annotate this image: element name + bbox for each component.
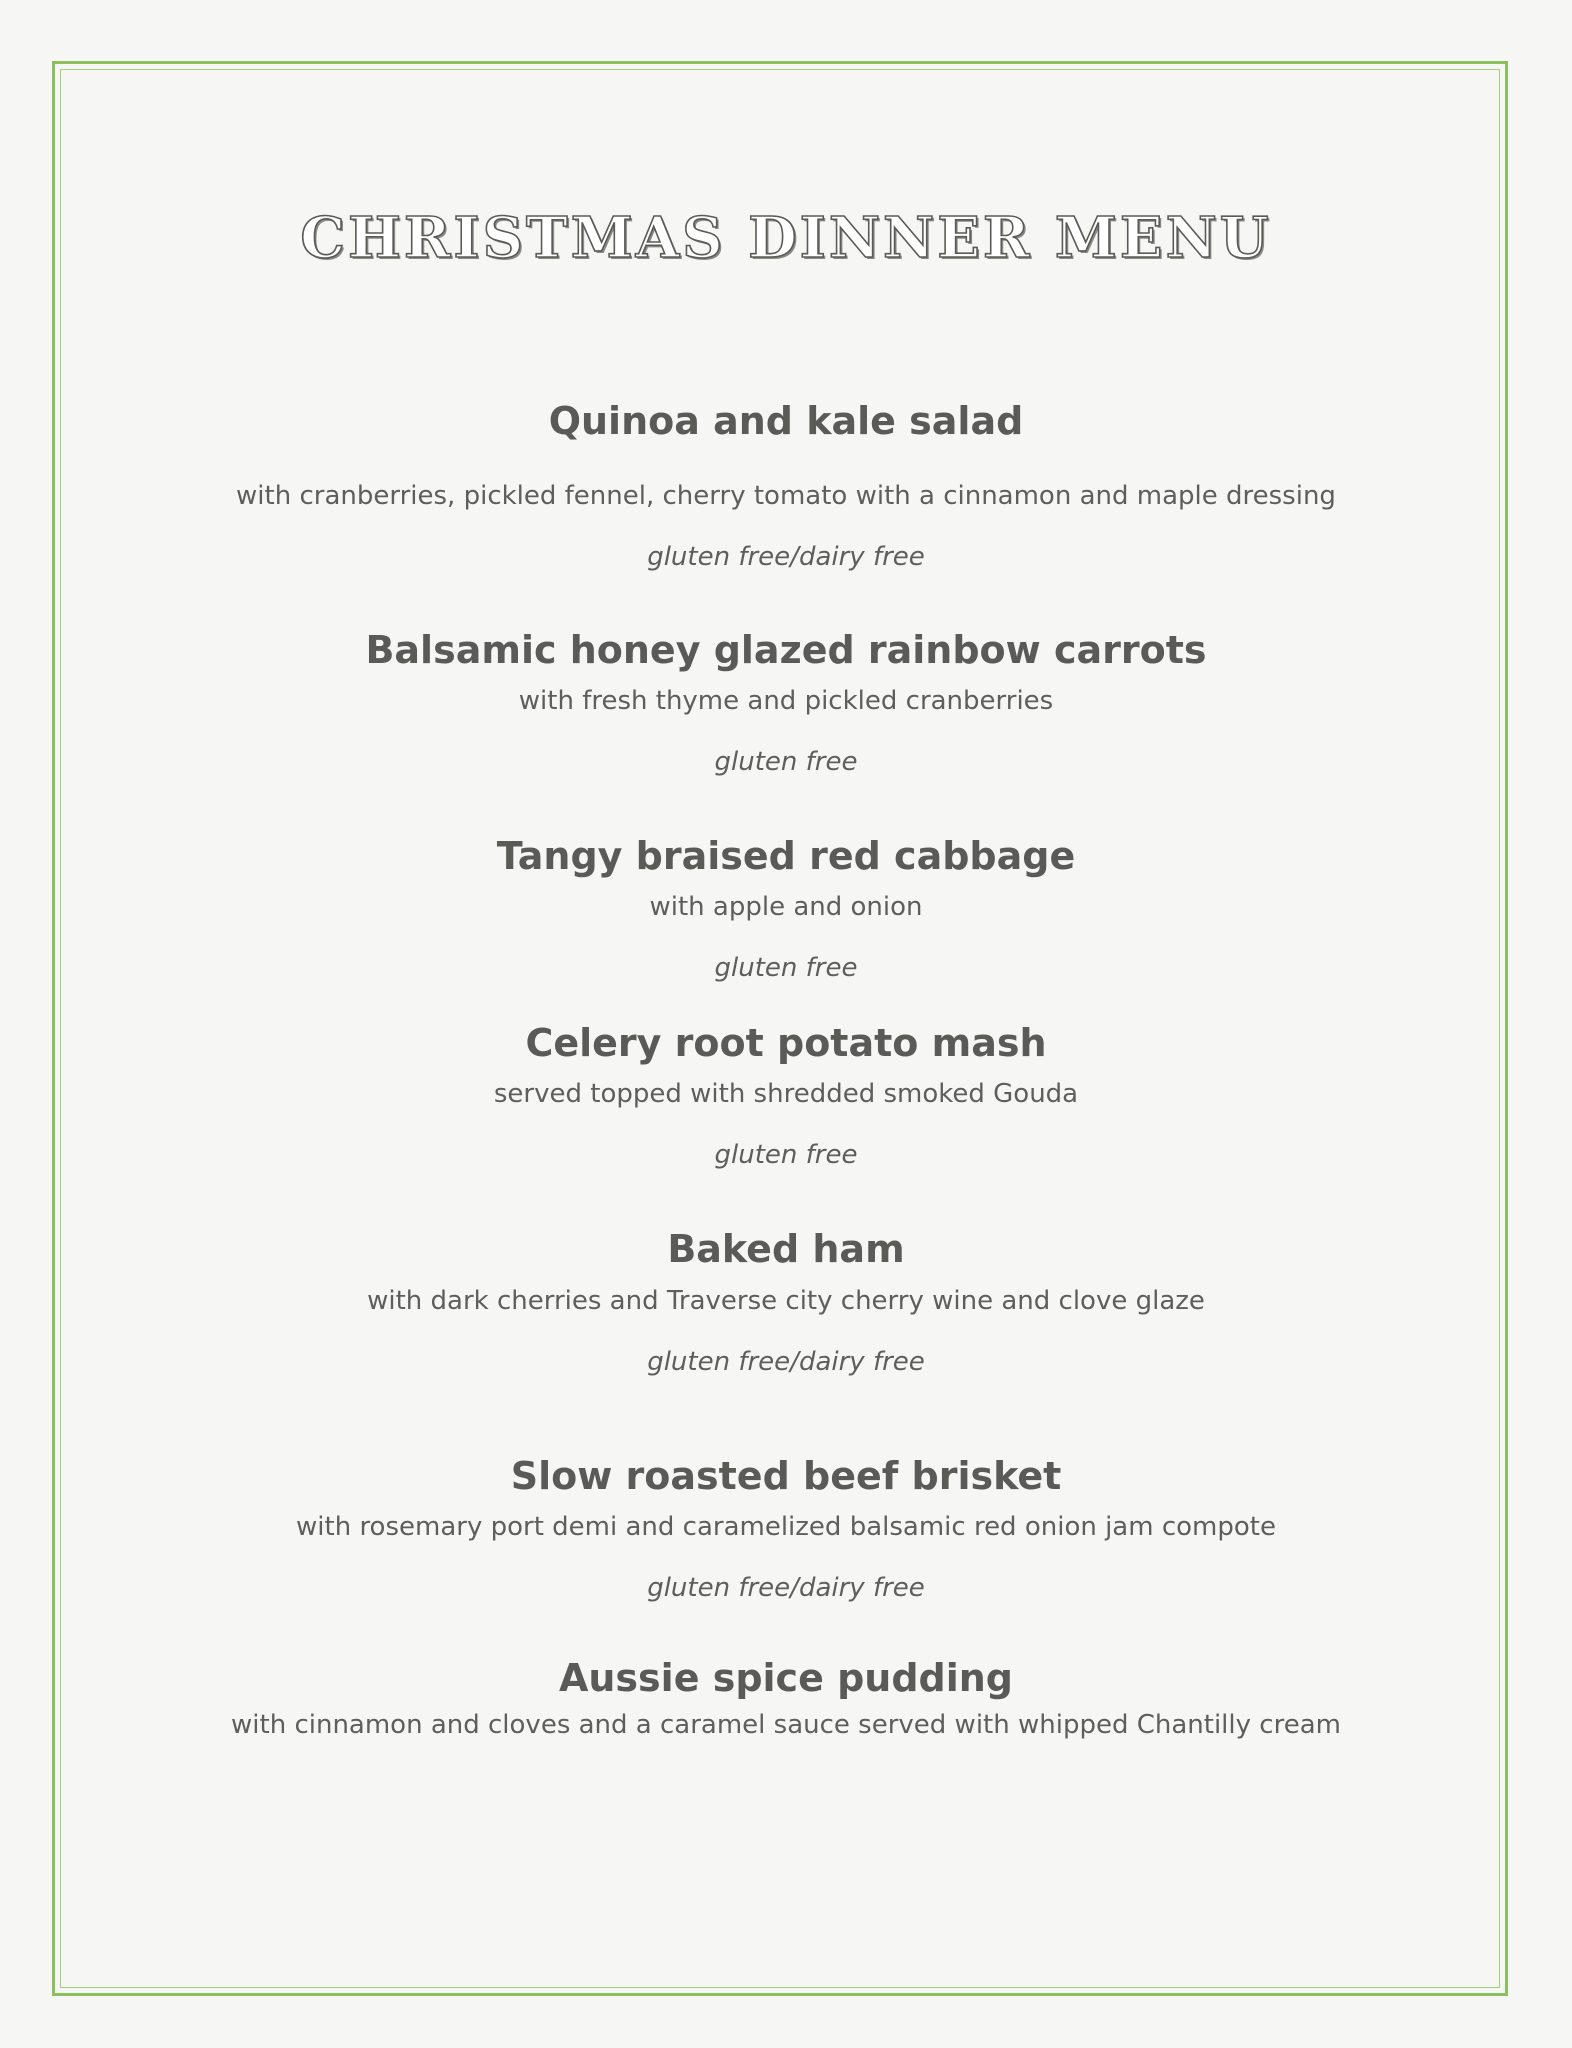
menu-item-dietary: gluten free/dairy free (647, 1573, 925, 1603)
menu-item-dietary: gluten free (714, 1140, 858, 1170)
menu-item-description: with apple and onion (649, 892, 923, 922)
menu-item-dietary: gluten free (714, 747, 858, 777)
menu-item-description: with dark cherries and Traverse city cherry wine and clove glaze (367, 1286, 1205, 1316)
menu-item-description: with rosemary port demi and caramelized balsamic red onion jam compote (296, 1512, 1276, 1542)
menu-item-description: with cinnamon and cloves and a caramel sauce served with whipped Chantilly cream (231, 1710, 1341, 1740)
menu-item-name: Tangy braised red cabbage (496, 834, 1076, 878)
menu-item-name: Quinoa and kale salad (548, 399, 1024, 443)
menu-item-dietary: gluten free/dairy free (647, 1347, 925, 1377)
menu-item-name: Aussie spice pudding (558, 1656, 1014, 1700)
menu-title: CHRISTMAS DINNER MENU (300, 205, 1272, 271)
menu-item-name: Slow roasted beef brisket (510, 1454, 1062, 1498)
menu-item-dietary: gluten free/dairy free (647, 542, 925, 572)
menu-item-name: Celery root potato mash (525, 1021, 1047, 1065)
menu-item-dietary: gluten free (714, 953, 858, 983)
menu-item-description: served topped with shredded smoked Gouda (493, 1079, 1079, 1109)
menu-item-name: Baked ham (667, 1227, 905, 1271)
menu-item-description: with cranberries, pickled fennel, cherry tomato with a cinnamon and maple dressing (236, 481, 1336, 511)
menu-item-description: with fresh thyme and pickled cranberries (518, 686, 1054, 716)
menu-item-name: Balsamic honey glazed rainbow carrots (365, 628, 1207, 672)
